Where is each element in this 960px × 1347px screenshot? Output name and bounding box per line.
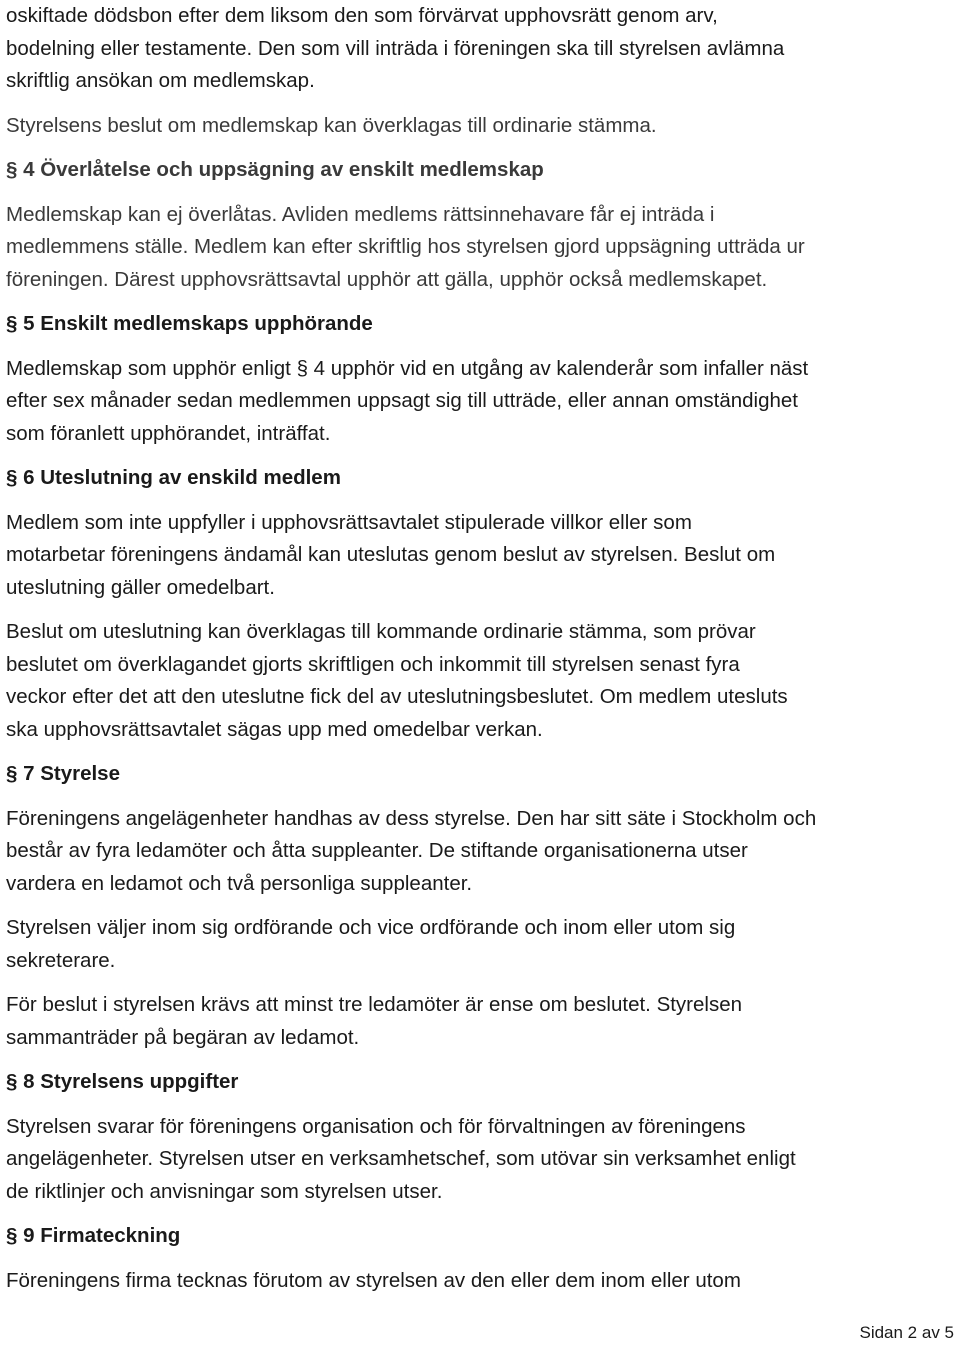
document-page — [6, 0, 954, 1297]
section-6-heading: § 6 Uteslutning av enskild medlem — [6, 466, 341, 489]
section-7 — [6, 758, 954, 1054]
section-7-heading: § 7 Styrelse — [6, 762, 120, 785]
text-line: som föranlett upphörandet, inträffat. — [6, 421, 331, 445]
text-line: föreningen. Därest upphovsrättsavtal upphör att gälla, upphör också medlemskapet. — [6, 267, 768, 291]
text-line: sammanträder på begäran av ledamot. — [6, 1025, 360, 1049]
text-line: skriftlig ansökan om medlemskap. — [6, 69, 315, 92]
text-line: Föreningens firma tecknas förutom av styrelsen av den eller dem inom eller utom — [6, 1268, 741, 1292]
section-9-heading: § 9 Firmateckning — [6, 1224, 181, 1247]
text-line: oskiftade dödsbon efter dem liksom den som förvärvat upphovsrätt genom arv, — [6, 4, 718, 27]
section-4-heading: § 4 Överlåtelse och uppsägning av enskilt medlemskap — [6, 158, 544, 181]
text-line: efter sex månader sedan medlemmen uppsagt sig till utträde, eller annan omständighet — [6, 389, 798, 412]
text-line: Beslut om uteslutning kan överklagas till kommande ordinarie stämma, som prövar — [6, 620, 756, 643]
text-line: uteslutning gäller omedelbart. — [6, 575, 275, 599]
section-6 — [6, 462, 954, 746]
text-line: Styrelsen svarar för föreningens organisation och för förvaltningen av föreningens — [6, 1114, 746, 1138]
text-line: Medlem som inte uppfyller i upphovsrättsavtalet stipulerade villkor eller som — [6, 510, 692, 534]
text-line: veckor efter det att den uteslutne fick del av uteslutningsbeslutet. Om medlem utesluts — [6, 685, 788, 708]
text-line: Föreningens angelägenheter handhas av dess styrelse. Den har sitt säte i Stockholm och — [6, 806, 817, 830]
text-line: medlemmens ställe. Medlem kan efter skriftlig hos styrelsen gjord uppsägning utträda ur — [6, 235, 805, 258]
text-line: För beslut i styrelsen krävs att minst tre ledamöter är ense om beslutet. Styrelsen — [6, 993, 743, 1016]
text-line: ska upphovsrättsavtalet sägas upp med omedelbar verkan. — [6, 717, 543, 741]
text-line: de riktlinjer och anvisningar som styrelsen utser. — [6, 1179, 443, 1203]
section-5 — [6, 308, 954, 450]
text-line: vardera en ledamot och två personliga suppleanter. — [6, 871, 473, 895]
text-line: angelägenheter. Styrelsen utser en verksamhetschef, som utövar sin verksamhet enligt — [6, 1147, 796, 1170]
text-line: sekreterare. — [6, 948, 116, 972]
text-line: Medlemskap som upphör enligt § 4 upphör vid en utgång av kalenderår som infaller näst — [6, 356, 809, 380]
text-line: motarbetar föreningens ändamål kan uteslutas genom beslut av styrelsen. Beslut om — [6, 543, 776, 566]
text-line: bodelning eller testamente. Den som vill inträda i föreningen ska till styrelsen avlämna — [6, 36, 785, 60]
section-8-heading: § 8 Styrelsens uppgifter — [6, 1070, 239, 1093]
section-8 — [6, 1066, 954, 1208]
text-line: beslutet om överklagandet gjorts skriftligen och inkommit till styrelsen senast fyra — [6, 652, 740, 676]
appeal-paragraph: Styrelsens beslut om medlemskap kan överklagas till ordinarie stämma. — [6, 113, 657, 137]
section-5-heading: § 5 Enskilt medlemskaps upphörande — [6, 312, 373, 335]
text-line: Styrelsen väljer inom sig ordförande och vice ordförande och inom eller utom sig — [6, 916, 736, 939]
section-9 — [6, 1220, 954, 1297]
page-number: Sidan 2 av 5 — [859, 1323, 954, 1342]
text-line: består av fyra ledamöter och åtta suppleanter. De stiftande organisationerna utser — [6, 839, 748, 862]
intro-paragraph — [6, 0, 954, 98]
section-4 — [6, 154, 954, 296]
text-line: Medlemskap kan ej överlåtas. Avliden medlems rättsinnehavare får ej inträda i — [6, 202, 715, 226]
